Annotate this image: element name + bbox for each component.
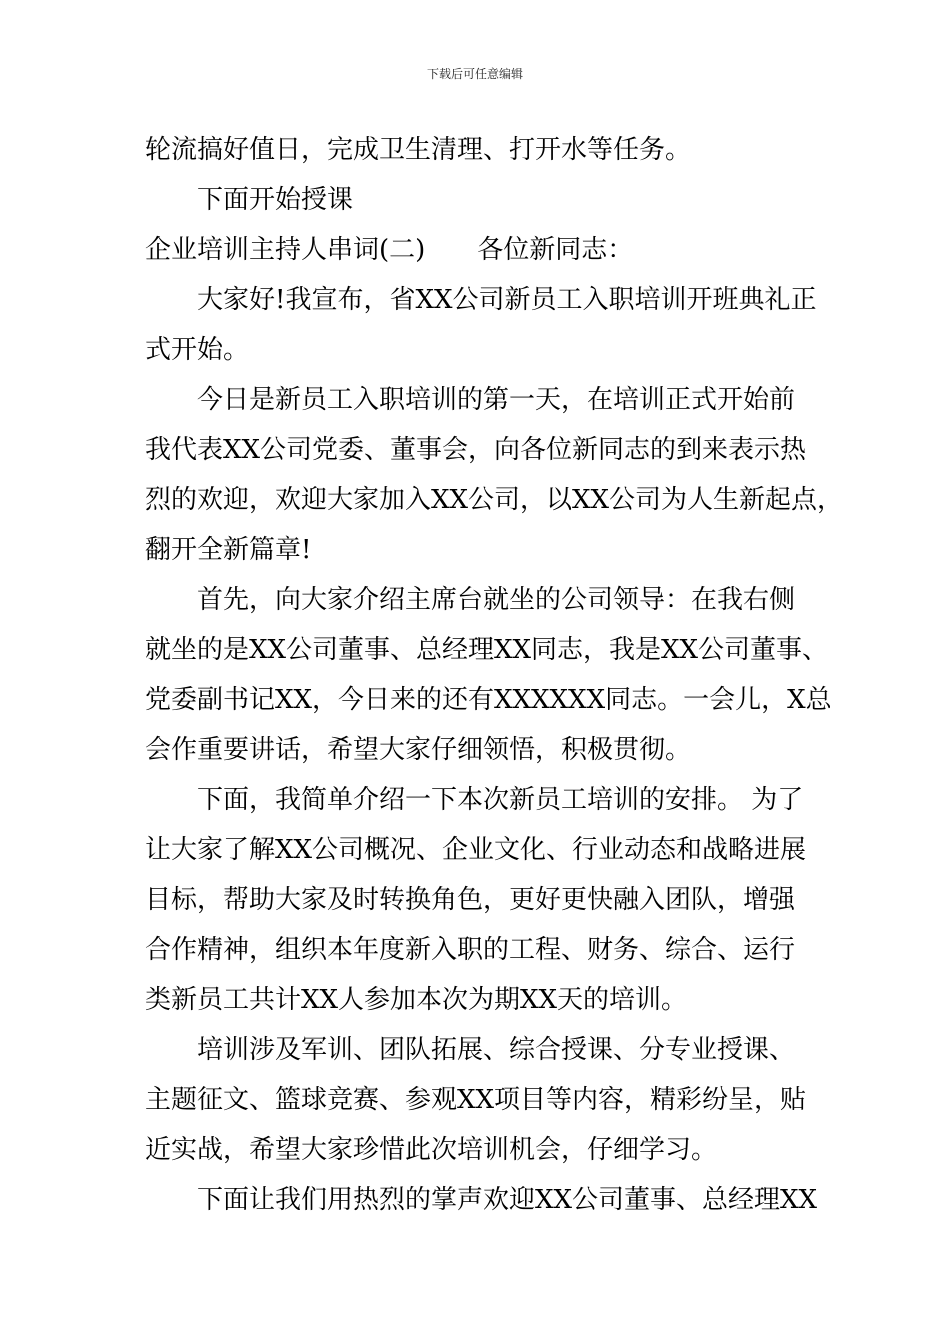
text-line-14: 下面，我简单介绍一下本次新员工培训的安排。 为了 <box>197 785 804 815</box>
text-line-2: 下面开始授课 <box>197 185 354 215</box>
text-line-20: 主题征文、篮球竞赛、参观XX项目等内容，精彩纷呈，贴 <box>145 1085 807 1115</box>
text-line-9: 翻开全新篇章! <box>145 535 312 565</box>
header-note: 下载后可任意编辑 <box>426 67 523 81</box>
text-line-13: 会作重要讲话，希望大家仔细领悟，积极贯彻。 <box>145 735 692 765</box>
text-line-8: 烈的欢迎，欢迎大家加入XX公司，以XX公司为人生新起点， <box>145 485 844 515</box>
text-line-21: 近实战，希望大家珍惜此次培训机会，仔细学习。 <box>145 1135 718 1165</box>
text-line-1: 轮流搞好值日，完成卫生清理、打开水等任务。 <box>145 135 692 165</box>
text-line-17: 合作精神，组织本年度新入职的工程、财务、综合、运行 <box>145 935 796 965</box>
text-line-6: 今日是新员工入职培训的第一天，在培训正式开始前 <box>197 385 796 415</box>
text-line-3: 企业培训主持人串词(二) 各位新同志： <box>145 235 634 265</box>
text-line-10: 首先，向大家介绍主席台就坐的公司领导：在我右侧 <box>197 585 796 615</box>
text-line-19: 培训涉及军训、团队拓展、综合授课、分专业授课、 <box>197 1035 796 1065</box>
text-line-22: 下面让我们用热烈的掌声欢迎XX公司董事、总经理XX <box>197 1185 818 1215</box>
text-line-16: 目标，帮助大家及时转换角色，更好更快融入团队，增强 <box>145 885 796 915</box>
text-line-5: 式开始。 <box>145 335 250 365</box>
text-line-7: 我代表XX公司党委、董事会，向各位新同志的到来表示热 <box>145 435 807 465</box>
text-line-18: 类新员工共计XX人参加本次为期XX天的培训。 <box>145 985 688 1015</box>
text-line-12: 党委副书记XX，今日来的还有XXXXXX同志。一会儿，X总 <box>145 685 832 715</box>
text-line-4: 大家好!我宣布，省XX公司新员工入职培训开班典礼正 <box>197 285 817 315</box>
text-line-15: 让大家了解XX公司概况、企业文化、行业动态和战略进展 <box>145 835 807 865</box>
text-line-11: 就坐的是XX公司董事、总经理XX同志，我是XX公司董事、 <box>145 635 829 665</box>
